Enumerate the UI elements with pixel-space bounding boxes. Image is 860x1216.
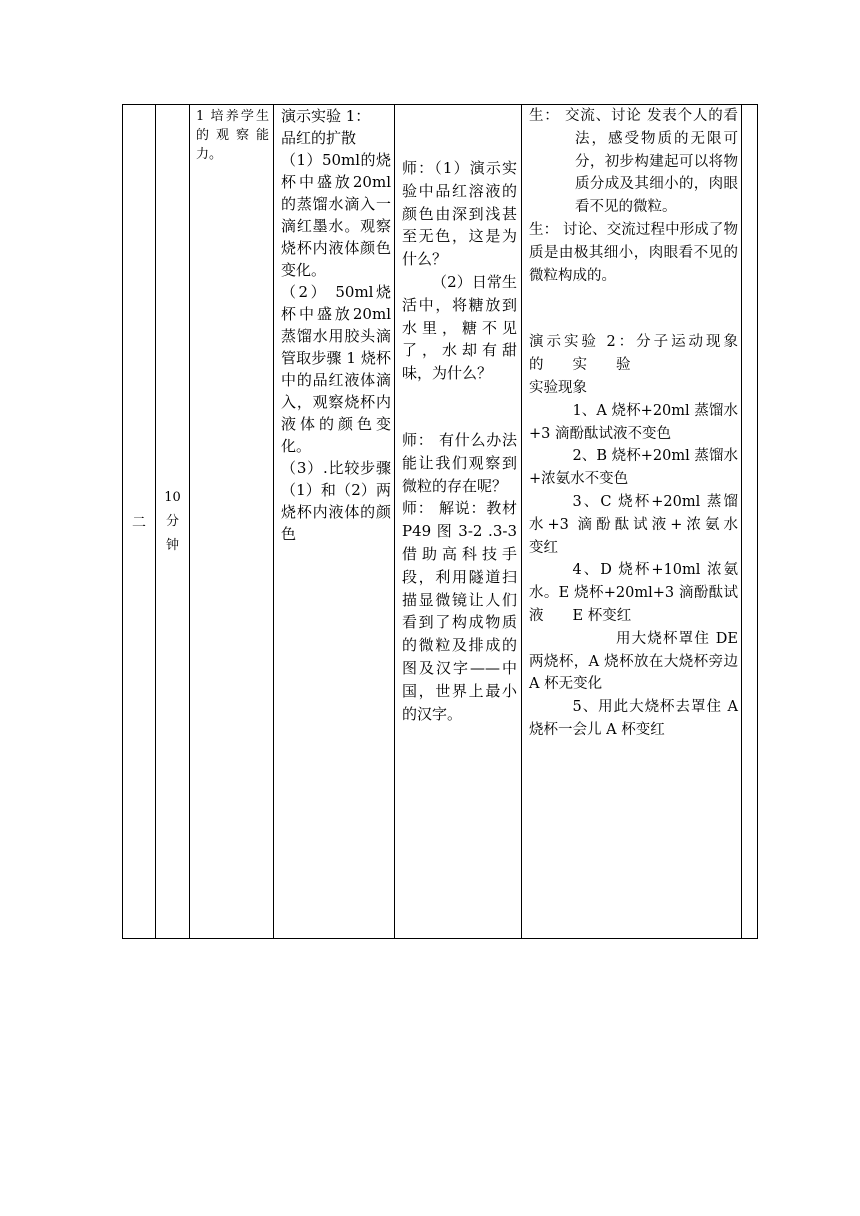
spacer	[529, 287, 738, 331]
time-cell	[156, 105, 190, 939]
demo-subtitle: 品红的扩散	[281, 129, 357, 147]
demo2-step-5: 5、用此大烧杯去罩住 A 烧杯一会儿 A 杯变红	[529, 699, 738, 738]
time-text: 10 分 钟	[164, 489, 181, 553]
student-response-1: 生： 交流、讨论 发表个人的看法，感受物质的无限可分，初步构建起可以将物质分成及其细小的，肉眼看不见的微粒。	[529, 108, 738, 216]
table-row	[123, 105, 758, 939]
teacher-question-3: 师： 有什么办法能让我们观察到微粒的存在呢？	[402, 430, 517, 495]
demo-experiment-cell	[274, 105, 395, 939]
demo-title: 演示实验 1：	[281, 107, 371, 125]
demo2-step-4b: 用大烧杯罩住 DE 两烧杯，A 烧杯放在大烧杯旁边 A 杯无变化	[529, 630, 767, 693]
demo2-step-3: 3、C 烧杯+20ml 蒸馏水+3 滴酚酞试液+浓氨水 变红	[529, 493, 796, 556]
student-response-2: 生： 讨论、交流过程中形成了物质是由极其细小，肉眼看不见的微粒构成的。	[529, 221, 738, 284]
demo2-subtitle: 实验现象	[529, 379, 587, 396]
demo2-title: 演示实验 2：分子运动现象 的 实 验	[529, 334, 767, 374]
lesson-plan-table	[122, 104, 796, 939]
teacher-question-1: 师：（1）演示实验中品红溶液的颜色由深到浅甚至无色，这是为什么？	[402, 159, 517, 269]
teacher-question-2: （2）日常生活中，将糖放到水里，糖不见了，水却有甜味，为什么？	[402, 272, 517, 383]
spacer	[402, 385, 517, 429]
stage-cell: 二	[123, 105, 156, 939]
teacher-explanation: 师： 解说：教材 P49 图 3-2 .3-3 借助高科技手段，利用隧道扫描显微镜让人们看到了构成物质的微粒及排成的图及汉字——中国，世界上最小的汉字。	[402, 499, 517, 723]
goal-cell: 1 培养学生的观察能力。	[190, 105, 274, 939]
demo-step-1: （1）50ml的烧杯中盛放20ml的蒸馏水滴入一滴红墨水。观察烧杯内液体颜色变化。	[281, 151, 391, 279]
demo2-step-1: 1、A 烧杯+20ml 蒸馏水+3 滴酚酞试液不变色	[529, 402, 738, 442]
demo2-step-4: 4、D 烧杯+10ml 浓氨水。E 烧杯+20ml+3 滴酚酞试液 E 杯变红	[529, 562, 738, 624]
demo2-step-2: 2、B 烧杯+20ml 蒸馏水+浓氨水不变色	[529, 448, 738, 488]
demo-step-2: （2） 50ml烧杯中盛放20ml 蒸馏水用胶头滴管取步骤 1 烧杯中的品红液体滴入，观察烧杯内液体的颜色变化。	[281, 283, 391, 455]
demo-step-3: （3）.比较步骤（1）和（2）两烧杯内液体的颜色	[281, 459, 391, 543]
teacher-activity-cell	[395, 105, 522, 939]
student-activity-cell	[522, 105, 796, 939]
